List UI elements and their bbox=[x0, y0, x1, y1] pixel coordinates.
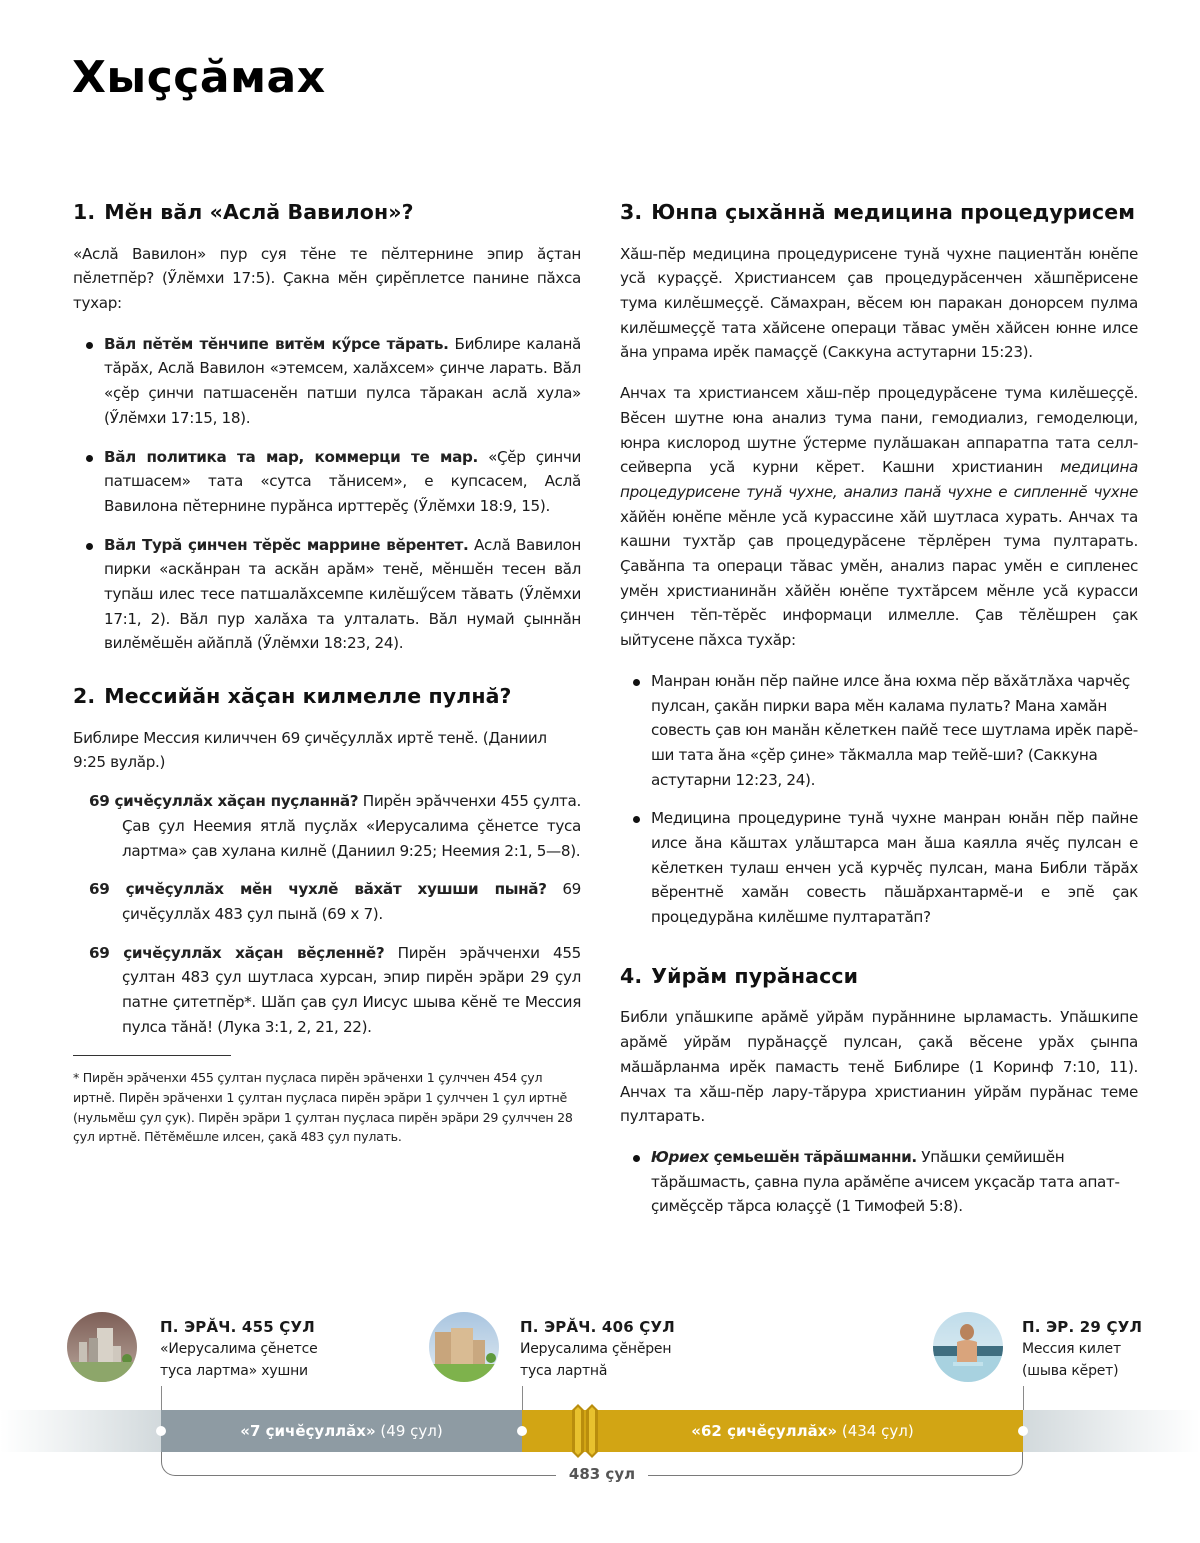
bullet-text: Упӑшки ҫемйишӗн тӑрӑшмасть, ҫавна пула арӑмӗпе ачисем укҫасӑр тата апат-ҫимӗҫсӗр тӑрса юлаҫҫӗ (1 Тимофей 5:8). bbox=[651, 1147, 1120, 1216]
bullet-icon bbox=[86, 543, 93, 550]
section-title: Юнпа ҫыхӑннӑ медицина процедурисем bbox=[651, 200, 1136, 224]
event-description: туса лартма» хушни bbox=[160, 1363, 308, 1379]
timeline-node bbox=[517, 1426, 527, 1436]
event-date: П. ЭРӐЧ. 455 ҪУЛ bbox=[160, 1318, 315, 1336]
ruined-walls-illustration-icon bbox=[67, 1312, 137, 1382]
qa-question: 69 ҫичӗҫуллӑх хӑҫан вӗҫленнӗ? bbox=[89, 943, 385, 962]
bullet-text: Аслӑ Вавилон пирки «аскӑнран та аскӑн арӑм» тенӗ, мӗншӗн тесен вӑл тупӑш илес тесе патшалӑхсемпе килӗшӳсем тӑвать (Ӳлӗмхи 17:1, 2). Вӑл пур халӑха та улталать. Вӑл нумай ҫыннӑн вилӗмӗшӗн айӑплӑ (Ӳлӗмхи 18:23, 24). bbox=[104, 535, 581, 653]
section-paragraph: Хӑш-пӗр медицина процедурисене тунӑ чухне пациентӑн юнӗпе усӑ кураҫҫӗ. Христиансем ҫав процедурӑсенчен хӑшпӗрисене тума килӗшмеҫҫӗ. Сӑмахран, вӗсем юн паракан донорсем пулма килӗшмеҫҫӗ тата хӑйсене операци тӑвас умӗн хӑйсен юнне илсе ӑна упрама ирӗк памаҫҫӗ (Саккуна астутарни 15:23). bbox=[620, 244, 1138, 362]
footnote-divider bbox=[73, 1055, 231, 1056]
qa-question: 69 ҫичӗҫуллӑх хӑҫан пуҫланнӑ? bbox=[89, 792, 359, 811]
timeline-event bbox=[1022, 1316, 1142, 1382]
qa-item bbox=[89, 789, 581, 863]
event-date: П. ЭРӐЧ. 406 ҪУЛ bbox=[520, 1318, 675, 1336]
timeline-segment-7-weeks bbox=[161, 1410, 522, 1452]
bullet-lead: Вӑл пӗтӗм тӗнчипе витӗм кӳрсе тӑрать. bbox=[104, 334, 449, 353]
list-item bbox=[620, 806, 1138, 930]
bullet-lead-italic: Юриех bbox=[651, 1147, 709, 1166]
right-column bbox=[620, 200, 1138, 1219]
section-heading bbox=[620, 200, 1138, 225]
section-1 bbox=[73, 200, 581, 656]
event-description: туса лартнӑ bbox=[520, 1363, 608, 1379]
event-tick bbox=[161, 1386, 162, 1410]
qa-answer: 69 ҫичӗҫуллӑх 483 ҫул пынӑ (69 x 7). bbox=[122, 880, 581, 923]
section-title: Мӗн вӑл «Аслӑ Вавилон»? bbox=[104, 200, 414, 224]
timeline-fade-right bbox=[1023, 1410, 1200, 1452]
qa-answer: Пирӗн эрӑчченхи 455 ҫулта. Ҫав ҫул Неемия ятлӑ пуҫлӑх «Иерусалима ҫӗнетсе туса лартма» ҫав хулана килнӗ (Даниил 9:25; Неемия 2:1, 5—8). bbox=[122, 792, 581, 860]
bullet-lead bbox=[651, 1148, 917, 1166]
timeline-break-icon bbox=[572, 1404, 598, 1458]
section-intro: Библире Мессия киличчен 69 ҫичӗҫуллӑх иртӗ тенӗ. (Даниил 9:25 вулӑр.) bbox=[73, 728, 547, 772]
section-number: 3. bbox=[620, 200, 643, 224]
section-number: 1. bbox=[73, 200, 96, 224]
timeline-node bbox=[1018, 1426, 1028, 1436]
section-heading bbox=[73, 684, 581, 709]
list-item bbox=[620, 669, 1138, 793]
section-2 bbox=[73, 684, 581, 1147]
paragraph-text: хӑйӗн юнӗпе мӗнле усӑ курассине хӑй шутласа хурать. Анчах та кашни тухтӑр ҫав процедурӑсене тӗрлӗрен тума пултарать. Ҫавӑнпа та операци тӑвас умӗн, анализ парас умӗн е сипленес умӗн христианинӑн хӑйӗн юнӗпе тухтӑрсем мӗнле усӑ курасси ҫинчен тӗп-тӗрӗс информаци илмелле. Ҫав тӗлӗшрен ҫак ыйтусене пӑхса тухӑр: bbox=[620, 507, 1138, 650]
bullet-text: Медицина процедурине тунӑ чухне манран юнӑн пӗр пайне илсе ӑна кӑштах улӑштарса ман ӑша каялла ячӗҫ пулсан е кӗлеткен тулаш енчен усӑ курчӗҫ пулсан, мана Библи тӑрӑх вӗрентнӗ хамӑн совесть пӑшӑрхантармӗ-и е эпӗ ҫак процедурӑна килӗшме пултаратӑп? bbox=[651, 809, 1138, 927]
bullet-icon bbox=[633, 816, 640, 823]
bullet-icon bbox=[86, 455, 93, 462]
section-intro: «Аслӑ Вавилон» пур суя тӗне те пӗлтернине эпир ӑҫтан пӗлетпӗр? (Ӳлӗмхи 17:5). Ҫакна мӗн ҫирӗплетсе панине пӑхса тухар: bbox=[73, 244, 581, 312]
list-item bbox=[73, 332, 581, 431]
bullet-text: Библире каланӑ тӑрӑх, Аслӑ Вавилон «этемсем, халӑхсем» ҫинче ларать. Вӑл «ҫӗр ҫинчи патшасенӗн патши пулса тӑракан аслӑ хула» (Ӳлӗмхи 17:15, 18). bbox=[104, 334, 581, 427]
bullet-text: Манран юнӑн пӗр пайне илсе ӑна юхма пӗр вӑхӑтлӑха чарчӗҫ пулсан, ҫакӑн пирки вара мӗн калама пулать? Мана хамӑн совесть ҫав юн манӑн кӗлеткен пайӗ тесе шутлама ирӗк парӗ-ши тата ӑна «ҫӗр ҫине» тӑкмалла мар тейӗ-ши? (Саккуна астутарни 12:23, 24). bbox=[651, 671, 1138, 789]
event-date: П. ЭР. 29 ҪУЛ bbox=[1022, 1318, 1143, 1336]
section-intro: Библи упӑшкипе арӑмӗ уйрӑм пурӑннине ырламасть. Упӑшкипе арӑмӗ уйрӑм пурӑнаҫҫӗ пулсан, ҫакӑ вӗсене урӑх ҫынпа мӑшӑрланма ирӗк памасть тенӗ Библире (1 Коринф 7:10, 11). Анчах та хӑш-пӗр лару-тӑрура христианин уйрӑм пурӑнас теме пултарать. bbox=[620, 1008, 1138, 1126]
section-number: 4. bbox=[620, 963, 643, 988]
event-description: Мессия килет bbox=[1022, 1341, 1121, 1357]
section-number: 2. bbox=[73, 684, 96, 709]
timeline bbox=[0, 1300, 1200, 1500]
span-total: 483 ҫул bbox=[556, 1463, 648, 1485]
segment-label bbox=[161, 1410, 522, 1452]
bullet-lead: Вӑл Турӑ ҫинчен тӗрӗс маррине вӗрентет. bbox=[104, 535, 469, 554]
qa-answer: Пирӗн эрӑчченхи 455 ҫултан 483 ҫул шутласа хурсан, эпир пирӗн эрӑри 29 ҫул патне ҫитетпӗр*. Шӑп ҫав ҫул Иисус шыва кӗнӗ те Мессия пулса тӑнӑ! (Лука 3:1, 2, 21, 22). bbox=[122, 943, 581, 1036]
paragraph-text: Анчах та христиансем хӑш-пӗр процедурӑсене тума килӗшеҫҫӗ. Вӗсен шутне юна анализ тума пани, гемодиализ, гемоделюци, юнра кислород шутне ӳстерме пулӑшакан аппаратпа тата селл-сейверпа усӑ курни кӗрет. Кашни христианин bbox=[620, 384, 1138, 477]
bullet-icon bbox=[86, 342, 93, 349]
segment-label-rest: (434 ҫул) bbox=[837, 1422, 914, 1440]
bullet-icon bbox=[633, 679, 640, 686]
section-title: Мессийӑн хӑҫан килмелле пулнӑ? bbox=[104, 684, 512, 709]
event-description: Иерусалима ҫӗнӗрен bbox=[520, 1341, 672, 1357]
qa-list bbox=[73, 789, 581, 1039]
timeline-node bbox=[156, 1426, 166, 1436]
baptism-illustration-icon bbox=[933, 1312, 1003, 1382]
qa-item bbox=[89, 941, 581, 1040]
section-3 bbox=[620, 200, 1138, 930]
list-item bbox=[73, 445, 581, 519]
section-title: Уйрӑм пурӑнасси bbox=[651, 963, 859, 988]
bullet-icon bbox=[633, 1155, 640, 1162]
segment-label-rest: (49 ҫул) bbox=[375, 1422, 443, 1440]
list-item bbox=[73, 533, 581, 657]
paragraph-italic: медицина процедурисене тунӑ чухне, анализ панӑ чухне е сипленнӗ чухне bbox=[620, 458, 1138, 501]
event-description: (шыва кӗрет) bbox=[1022, 1363, 1119, 1379]
segment-label-bold: «62 ҫичӗҫуллӑх» bbox=[691, 1422, 838, 1440]
bullet-lead-text: ҫемьешӗн тӑрӑшманни. bbox=[708, 1147, 917, 1166]
footnote: * Пирӗн эрӑченхи 455 ҫултан пуҫласа пирӗн эрӑченхи 1 ҫулччен 454 ҫул иртнӗ. Пирӗн эрӑченхи 1 ҫултан пуҫласа пирӗн эрӑри 1 ҫулччен 1 ҫул иртнӗ (нульмӗш ҫул ҫук). Пирӗн эрӑри 1 ҫултан пуҫласа пирӗн эрӑри 29 ҫулччен 28 ҫул иртнӗ. Пӗтӗмӗшле илсен, ҫакӑ 483 ҫул пулать. bbox=[73, 1070, 573, 1145]
timeline-fade-left bbox=[0, 1410, 161, 1452]
timeline-event bbox=[160, 1316, 317, 1382]
bullet-list bbox=[620, 1145, 1138, 1219]
qa-item bbox=[89, 877, 581, 926]
segment-label-bold: «7 ҫичӗҫуллӑх» bbox=[240, 1422, 376, 1440]
list-item bbox=[620, 1145, 1138, 1219]
bullet-text: «Ҫӗр ҫинчи патшасем» тата «сутса тӑнисем», е купсасем, Аслӑ Вавилона пӗтернине пурӑнса ирттерӗҫ (Ӳлӗмхи 18:9, 15). bbox=[104, 447, 581, 515]
bullet-list bbox=[620, 669, 1138, 930]
section-heading bbox=[620, 964, 1138, 989]
page-title: Хыҫҫӑмах bbox=[72, 52, 326, 103]
bullet-lead: Вӑл политика та мар, коммерци те мар. bbox=[104, 447, 478, 466]
timeline-event bbox=[520, 1316, 675, 1382]
event-description: «Иерусалима ҫӗнетсе bbox=[160, 1341, 318, 1357]
event-tick bbox=[1023, 1386, 1024, 1410]
left-column bbox=[73, 200, 581, 1147]
rebuilt-walls-illustration-icon bbox=[429, 1312, 499, 1382]
section-4 bbox=[620, 964, 1138, 1219]
qa-question: 69 ҫичӗҫуллӑх мӗн чухлӗ вӑхӑт хушши пынӑ? bbox=[89, 880, 547, 899]
event-tick bbox=[522, 1386, 523, 1410]
bullet-list bbox=[73, 332, 581, 656]
section-heading bbox=[73, 200, 581, 225]
section-paragraph bbox=[620, 381, 1138, 653]
